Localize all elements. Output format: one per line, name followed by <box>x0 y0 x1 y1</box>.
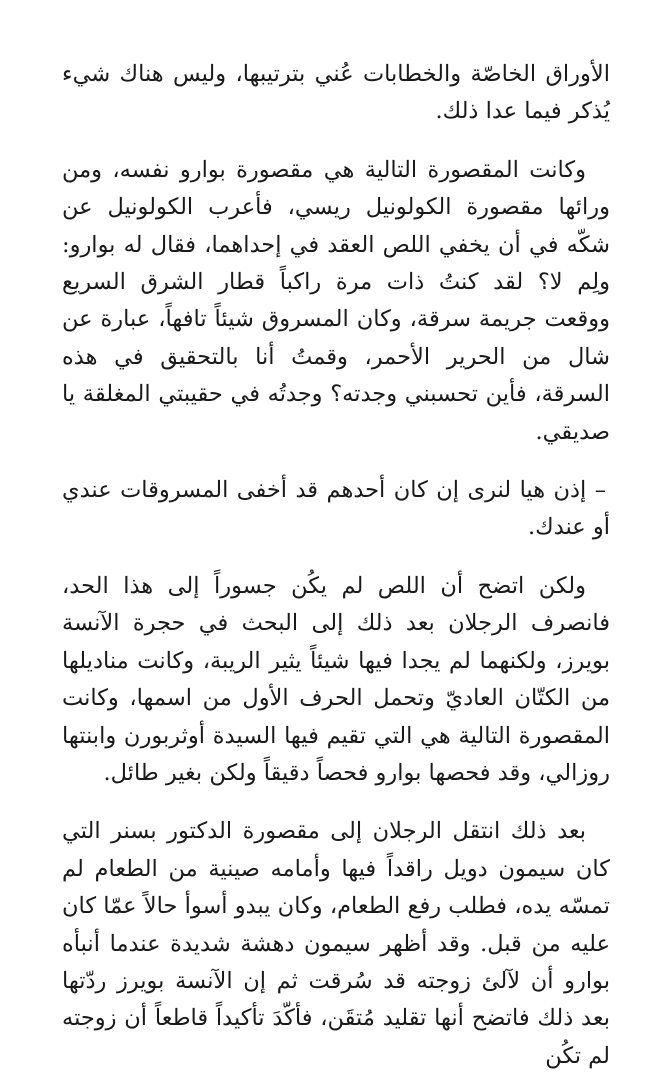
paragraph-5: بعد ذلك انتقل الرجلان إلى مقصورة الدكتور بسنر التي كان سيمون دويل راقداً فيها وأمامه صينية من الطعام لم تمسّه يده، فطلب رفع الطعام، وكان يبدو أسوأ حالاً عمّا كان عليه من قبل. وقد أظهر سيمون دهشة شديدة عندما أنبأه بوارو أن لآلئ زوجته قد سُرقت ثم إن الآنسة بويرز ردّتها بعد ذلك فاتضح أنها تقليد مُتقَن، فأكّدَ تأكيداً قاطعاً أن زوجته لم تكُن <box>62 818 610 1069</box>
paragraph-1: الأوراق الخاصّة والخطابات عُني بترتيبها، وليس هناك شيء يُذكر فيما عدا ذلك. <box>62 61 610 125</box>
book-page <box>62 56 610 1075</box>
paragraph-4: ولكن اتضح أن اللص لم يكُن جسوراً إلى هذا الحد، فانصرف الرجلان بعد ذلك إلى البحث في حجرة الآنسة بويرز، ولكنهما لم يجدا فيها شيئاً يثير الريبة، وكانت مناديلها من الكتّان العاديّ وتحمل الحرف الأول من اسمها، وكانت المقصورة التالية هي التي تقيم فيها السيدة أوثربورن وابنتها روزالي، وقد فحصها بوارو فحصاً دقيقاً ولكن بغير طائل. <box>62 572 610 786</box>
paragraph-2: وكانت المقصورة التالية هي مقصورة بوارو نفسه، ومن ورائها مقصورة الكولونيل ريسي، فأعرب الكولونيل عن شكّه في أن يخفي اللص العقد في إحداهما، فقال له بوارو: ولِم لا؟ لقد كنتُ ذات مرة راكباً قطار الشرق السريع ووقعت جريمة سرقة، وكان المسروق شيئاً تافهاً، عبارة عن شال من الحرير الأحمر، وقمتُ أنا بالتحقيق في هذه السرقة، فأين تحسبني وجدته؟ وجدتُه في حقيبتي المغلقة يا صديقي. <box>62 156 610 445</box>
paragraph-dialogue: – إذن هيا لنرى إن كان أحدهم قد أخفى المسروقات عندي أو عندك. <box>62 477 610 541</box>
